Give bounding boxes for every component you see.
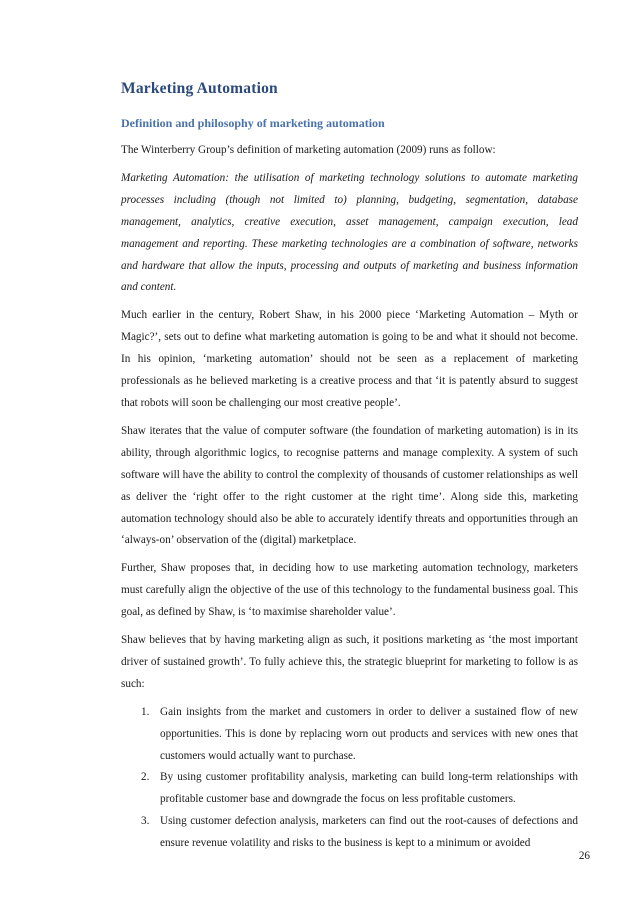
page-number: 26 [578,850,590,862]
blueprint-list [121,702,578,855]
definition-quote: Marketing Automation: the utilisation of marketing technology solutions to automate marketing processes including (though not limited to) planning, budgeting, segmentation, database management, analytics, creative execution, asset management, campaign execution, lead management and reporting. These marketing technologies are a combination of software, networks and hardware that allow the inputs, processing and outputs of marketing and business information and content. [121,171,578,294]
paragraph-blueprint: Shaw believes that by having marketing align as such, it positions marketing as ‘the most important driver of sustained growth’. To fully achieve this, the strategic blueprint for marketing to follow is as such: [121,634,578,690]
list-item [121,811,578,855]
list-item-text: Using customer defection analysis, marketers can find out the root-causes of defections and ensure revenue volatility and risks to the business is kept to a minimum or avoided [160,815,578,850]
paragraph-business-goal: Further, Shaw proposes that, in deciding how to use marketing automation technology, marketers must carefully align the objective of the use of this technology to the fundamental business goal. This goal, as defined by Shaw, is ‘to maximise shareholder value’. [121,562,578,619]
page-content [121,76,578,855]
list-item [121,702,578,768]
subsection-heading: Definition and philosophy of marketing automation [121,116,385,130]
section-heading: Marketing Automation [121,80,278,97]
list-item-text: Gain insights from the market and customers in order to deliver a sustained flow of new opportunities. This is done by replacing worn out products and services with new ones that customers would actually want to purchase. [160,705,578,762]
list-item-number: 3. [141,815,150,828]
paragraph-shaw-2000: Much earlier in the century, Robert Shaw, in his 2000 piece ‘Marketing Automation – Myth or Magic?’, sets out to define what marketing automation is going to be and what it should not become. In his opinion, ‘marketing automation’ should not be seen as a replacement of marketing professionals as he believed marketing is a creative process and that ‘it is patently absurd to suggest that robots will soon be challenging our most creative people’. [121,309,578,409]
paragraph-intro: The Winterberry Group’s definition of marketing automation (2009) runs as follow: [121,144,496,156]
list-item-number: 2. [141,771,150,784]
paragraph-software-value: Shaw iterates that the value of computer software (the foundation of marketing automation) is in its ability, through algorithmic logics, to recognise patterns and manage complexity. A system of such software will have the ability to control the complexity of thousands of customer relationships as well as deliver the ‘right offer to the right customer at the right time’. Along side this, marketing automation technology should also be able to accurately identify threats and opportunities through an ‘always-on’ observation of the (digital) marketplace. [121,424,578,547]
list-item-text: By using customer profitability analysis, marketing can build long-term relationships with profitable customer base and downgrade the focus on less profitable customers. [160,771,578,806]
list-item [121,767,578,811]
list-item-number: 1. [141,705,150,718]
